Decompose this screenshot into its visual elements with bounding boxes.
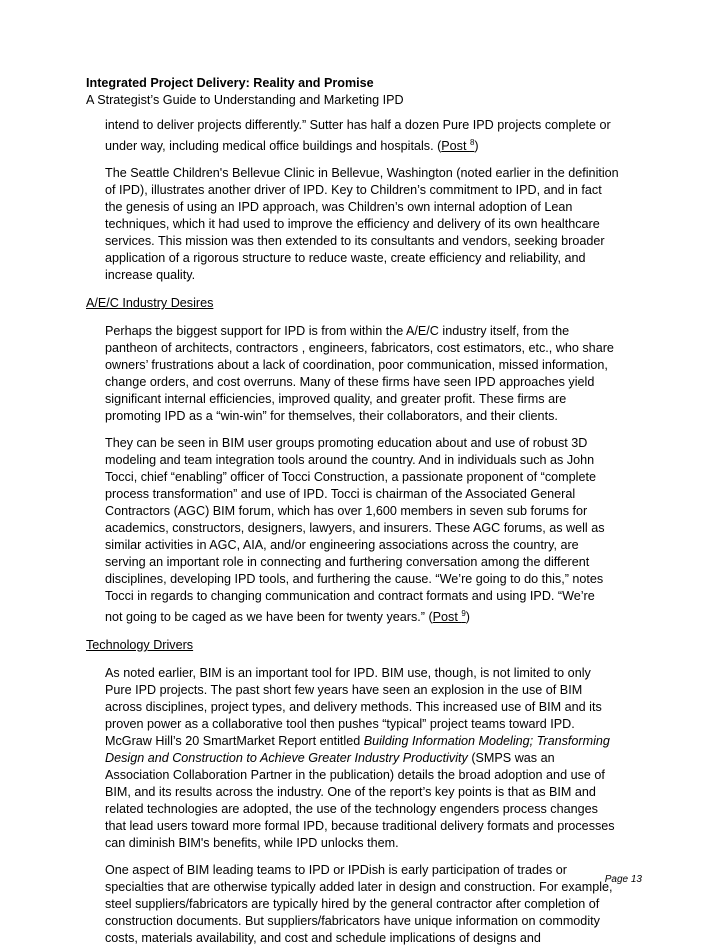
text-line: intend to deliver projects differently.” Sutter has half a dozen Pure IPD projects complete or: [105, 118, 611, 132]
text-line: significant internal efficiencies, improved quality, and greater profit. These firms are: [105, 392, 567, 406]
document-subtitle: A Strategist’s Guide to Understanding and Marketing IPD: [86, 93, 404, 107]
text-line: proven power as a collaborative tool then pushes “typical” project teams toward IPD.: [105, 717, 575, 731]
document-header: [86, 75, 404, 109]
paragraph-sutter: [105, 117, 656, 155]
text-line: of IPD), illustrates another driver of IPD. Key to Children’s commitment to IPD, and in fact: [105, 183, 602, 197]
text-line: modeling and team integration tools around the country. And in individuals such as John: [105, 453, 595, 467]
text-line: As noted earlier, BIM is an important tool for IPD. BIM use, though, is not limited to only: [105, 666, 591, 680]
paragraph-bim-user-groups: [105, 435, 656, 626]
paragraph-bim-tool: [105, 665, 656, 852]
text-line: steel suppliers/fabricators are typically hired by the general contractor after completion of: [105, 897, 600, 911]
text-line: One aspect of BIM leading teams to IPD or IPDish is early participation of trades or: [105, 863, 567, 877]
text-line: BIM, and its results across the industry. One of the report’s key points is that as BIM and: [105, 785, 596, 799]
page-number: Page 13: [604, 874, 642, 885]
text-line: that lead users toward more formal IPD, because traditional delivery formats and processes: [105, 819, 615, 833]
text-line: application of a rigorous structure to reduce waste, create efficiency and reliability, and: [105, 251, 586, 265]
text-line: related technologies are adopted, the use of the technology engenders process changes: [105, 802, 598, 816]
document-title: Integrated Project Delivery: Reality and Promise: [86, 76, 374, 90]
text-line: Tocci, chief “enabling” officer of Tocci Construction, a passionate proponent of “complete: [105, 470, 596, 484]
section-heading-technology-drivers: Technology Drivers: [86, 638, 194, 652]
report-title-italic: Building Information Modeling; Transforming: [363, 734, 610, 748]
text-line: change orders, and cost overruns. Many of these firms have seen IPD approaches yield: [105, 375, 595, 389]
text-line: Design and Construction to Achieve Greater Industry Productivity (SMPS was an: [105, 751, 555, 765]
text-line: not going to be caged as we have been for twenty years.” (Post $^9$): [105, 609, 470, 624]
text-line: Tocci in regards to changing communication and contract formats and using IPD. “We’re: [105, 589, 595, 603]
text-line: process transformation” and use of IPD. Tocci is chairman of the Associated General: [105, 487, 576, 501]
text-line: across disciplines, project types, and delivery methods. This increased use of BIM and its: [105, 700, 602, 714]
paragraph-early-participation: [105, 862, 656, 947]
text-line: academics, constructors, designers, lawyers, and insurers. These AGC forums, as well as: [105, 521, 605, 535]
text-line: increase quality.: [105, 268, 196, 282]
post-8-link[interactable]: Post $^8$: [441, 138, 475, 153]
text-line: Perhaps the biggest support for IPD is from within the A/E/C industry itself, from the: [105, 324, 570, 338]
text-line: can diminish BIM's benefits, while IPD unlocks them.: [105, 836, 399, 850]
paragraph-aec-support: [105, 323, 656, 425]
report-title-italic: Design and Construction to Achieve Greater Industry Productivity: [105, 751, 468, 765]
section-heading-aec-industry-desires: A/E/C Industry Desires: [86, 296, 214, 310]
text-line: promoting IPD as a “win-win” for themselves, their collaborators, and their clients.: [105, 409, 558, 423]
text-line: costs, materials availability, and cost and schedule implications of designs and: [105, 931, 541, 945]
text-line: disciplines, developing IPD tools, and furthering the cause. “We’re going to do this,” notes: [105, 572, 604, 586]
text-line: pantheon of architects, contractors , engineers, fabricators, cost estimators, etc., who share: [105, 341, 614, 355]
text-line: Association Collaboration Partner in the publication) details the broad adoption and use of: [105, 768, 605, 782]
text-line: The Seattle Children's Bellevue Clinic in Bellevue, Washington (noted earlier in the definition: [105, 166, 619, 180]
text-line: McGraw Hill’s 20 SmartMarket Report entitled Building Information Modeling; Transforming: [105, 734, 610, 748]
text-line: similar activities in AGC, AIA, and/or engineering associations across the country, are: [105, 538, 579, 552]
document-body: [86, 117, 656, 947]
post-9-link[interactable]: Post $^9$: [432, 609, 466, 624]
text-line: owners’ frustrations about a lack of coordination, poor communication, missed information,: [105, 358, 608, 372]
text-line: serving an important role in connecting and furthering conversation among the different: [105, 555, 590, 569]
text-line: Contractors (AGC) BIM forum, which has over 1,600 members in seven sub forums for: [105, 504, 588, 518]
text-line: services. This mission was then extended to its consultants and vendors, seeking broader: [105, 234, 605, 248]
text-line: specialties that are otherwise typically added later in design and construction. For example,: [105, 880, 613, 894]
text-line: They can be seen in BIM user groups promoting education about and use of robust 3D: [105, 436, 588, 450]
text-line: Pure IPD projects. The past short few years have seen an explosion in the use of BIM: [105, 683, 583, 697]
paragraph-seattle-childrens: [105, 165, 656, 284]
text-line: the genesis of using an IPD approach, was Children’s own internal adoption of Lean: [105, 200, 573, 214]
text-line: under way, including medical office buildings and hospitals. (Post $^8$): [105, 138, 479, 153]
text-line: construction documents. But suppliers/fabricators have unique information on commodity: [105, 914, 600, 928]
text-line: techniques, which it had used to improve the efficiency and delivery of its own healthcare: [105, 217, 600, 231]
